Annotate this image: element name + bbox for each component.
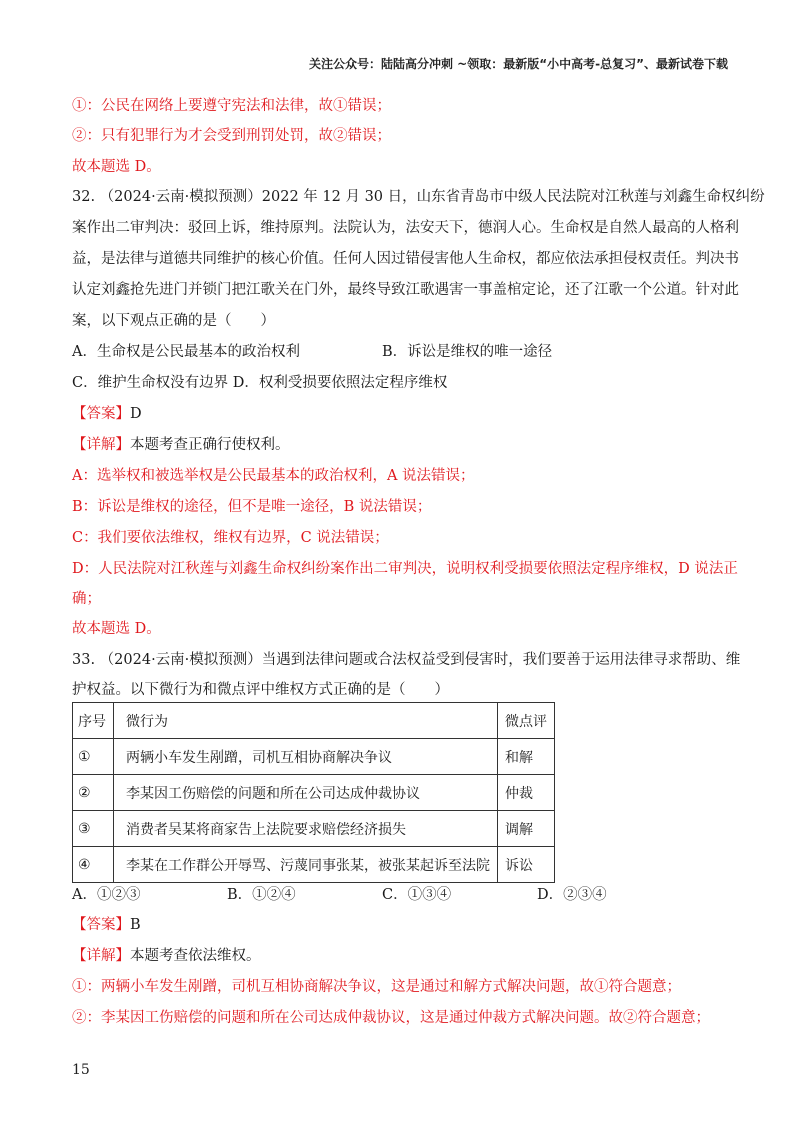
- answer-tag: 【答案】: [72, 917, 130, 933]
- q32-explanation-d-cont: 确；: [72, 591, 101, 607]
- prev-explanation-1: ①：公民在网络上要遵守宪法和法律，故①错误；: [72, 98, 391, 114]
- q32-conclusion: 故本题选 D。: [72, 621, 161, 637]
- table-cell: ④: [73, 847, 114, 883]
- detail-text: 本题考查正确行使权利。: [130, 437, 290, 453]
- q32-detail: [72, 435, 290, 455]
- table-cell: 和解: [498, 739, 555, 775]
- q32-stem-line-3: 益，是法律与道德共同维护的核心价值。任何人因过错侵害他人生命权，都应依法承担侵权责任。判决书: [72, 251, 739, 267]
- table-cell: ①: [73, 739, 114, 775]
- q32-option-a: A．生命权是公民最基本的政治权利: [72, 344, 300, 360]
- q32-stem-line-4: 认定刘鑫抢先进门并锁门把江歌关在门外，最终导致江歌遇害一事盖棺定论，还了江歌一个公道。针对此: [72, 282, 739, 298]
- q32-explanation-b: B：诉讼是维权的途径，但不是唯一途径，B 说法错误；: [72, 499, 432, 515]
- q32-stem-line-1: 32. （2024·云南·模拟预测）2022 年 12 月 30 日，山东省青岛市中级人民法院对江秋莲与刘鑫生命权纠纷: [72, 189, 765, 205]
- detail-tag: 【详解】: [72, 948, 130, 964]
- table-row: [73, 739, 555, 775]
- q32-explanation-a: A：选举权和被选举权是公民最基本的政治权利，A 说法错误；: [72, 468, 475, 484]
- answer-tag: 【答案】: [72, 406, 130, 422]
- detail-text: 本题考查依法维权。: [130, 948, 261, 964]
- q33-option-c: C．①③④: [382, 887, 452, 903]
- table-row: [73, 775, 555, 811]
- table-row: [73, 847, 555, 883]
- q33-stem-line-1: 33. （2024·云南·模拟预测）当遇到法律问题或合法权益受到侵害时，我们要善于运用法律寻求帮助、维: [72, 652, 741, 668]
- table-cell: 仲裁: [498, 775, 555, 811]
- q32-option-cd: C．维护生命权没有边界 D．权利受损要依照法定程序维权: [72, 375, 448, 391]
- table-header-row: [73, 703, 555, 739]
- table-row: [73, 811, 555, 847]
- q32-stem-line-2: 案作出二审判决：驳回上诉，维持原判。法院认为，法安天下，德润人心。生命权是自然人最高的人格利: [72, 220, 739, 236]
- page-header: 关注公众号：陆陆高分冲刺 ~领取：最新版“小中高考-总复习”、最新试卷下载: [309, 57, 728, 71]
- table-cell: ②: [73, 775, 114, 811]
- q33-detail: [72, 946, 261, 966]
- table-cell: ③: [73, 811, 114, 847]
- table-cell: 消费者吴某将商家告上法院要求赔偿经济损失: [114, 811, 498, 847]
- answer-value: B: [130, 917, 141, 933]
- q32-explanation-d: D：人民法院对江秋莲与刘鑫生命权纠纷案作出二审判决，说明权利受损要依照法定程序维权，D 说法正: [72, 561, 738, 577]
- table-cell: 李某在工作群公开辱骂、污蔑同事张某，被张某起诉至法院: [114, 847, 498, 883]
- q33-option-a: A．①②③: [72, 887, 141, 903]
- q33-table: [72, 702, 555, 883]
- table-header-cell: 序号: [73, 703, 114, 739]
- table-header-cell: 微点评: [498, 703, 555, 739]
- table-cell: 两辆小车发生剐蹭，司机互相协商解决争议: [114, 739, 498, 775]
- q33-option-b: B．①②④: [227, 887, 296, 903]
- q32-answer: [72, 404, 142, 424]
- q33-explanation-1: ①：两辆小车发生剐蹭，司机互相协商解决争议，这是通过和解方式解决问题，故①符合题意；: [72, 979, 681, 995]
- q32-explanation-c: C：我们要依法维权，维权有边界，C 说法错误；: [72, 530, 389, 546]
- q33-explanation-2: ②：李某因工伤赔偿的问题和所在公司达成仲裁协议，这是通过仲裁方式解决问题。故②符合题意；: [72, 1010, 710, 1026]
- q32-option-b: B．诉讼是维权的唯一途径: [382, 344, 553, 360]
- prev-explanation-2: ②：只有犯罪行为才会受到刑罚处罚，故②错误；: [72, 128, 391, 144]
- q32-stem-line-5: 案，以下观点正确的是（ ）: [72, 313, 275, 329]
- prev-conclusion: 故本题选 D。: [72, 159, 161, 175]
- detail-tag: 【详解】: [72, 437, 130, 453]
- table-header-cell: 微行为: [114, 703, 498, 739]
- answer-value: D: [130, 406, 142, 422]
- q33-answer: [72, 915, 141, 935]
- page-number: 15: [72, 1062, 90, 1078]
- q33-stem-line-2: 护权益。以下微行为和微点评中维权方式正确的是（ ）: [72, 682, 449, 698]
- table-cell: 调解: [498, 811, 555, 847]
- q33-option-d: D．②③④: [537, 887, 607, 903]
- table-cell: 诉讼: [498, 847, 555, 883]
- table-cell: 李某因工伤赔偿的问题和所在公司达成仲裁协议: [114, 775, 498, 811]
